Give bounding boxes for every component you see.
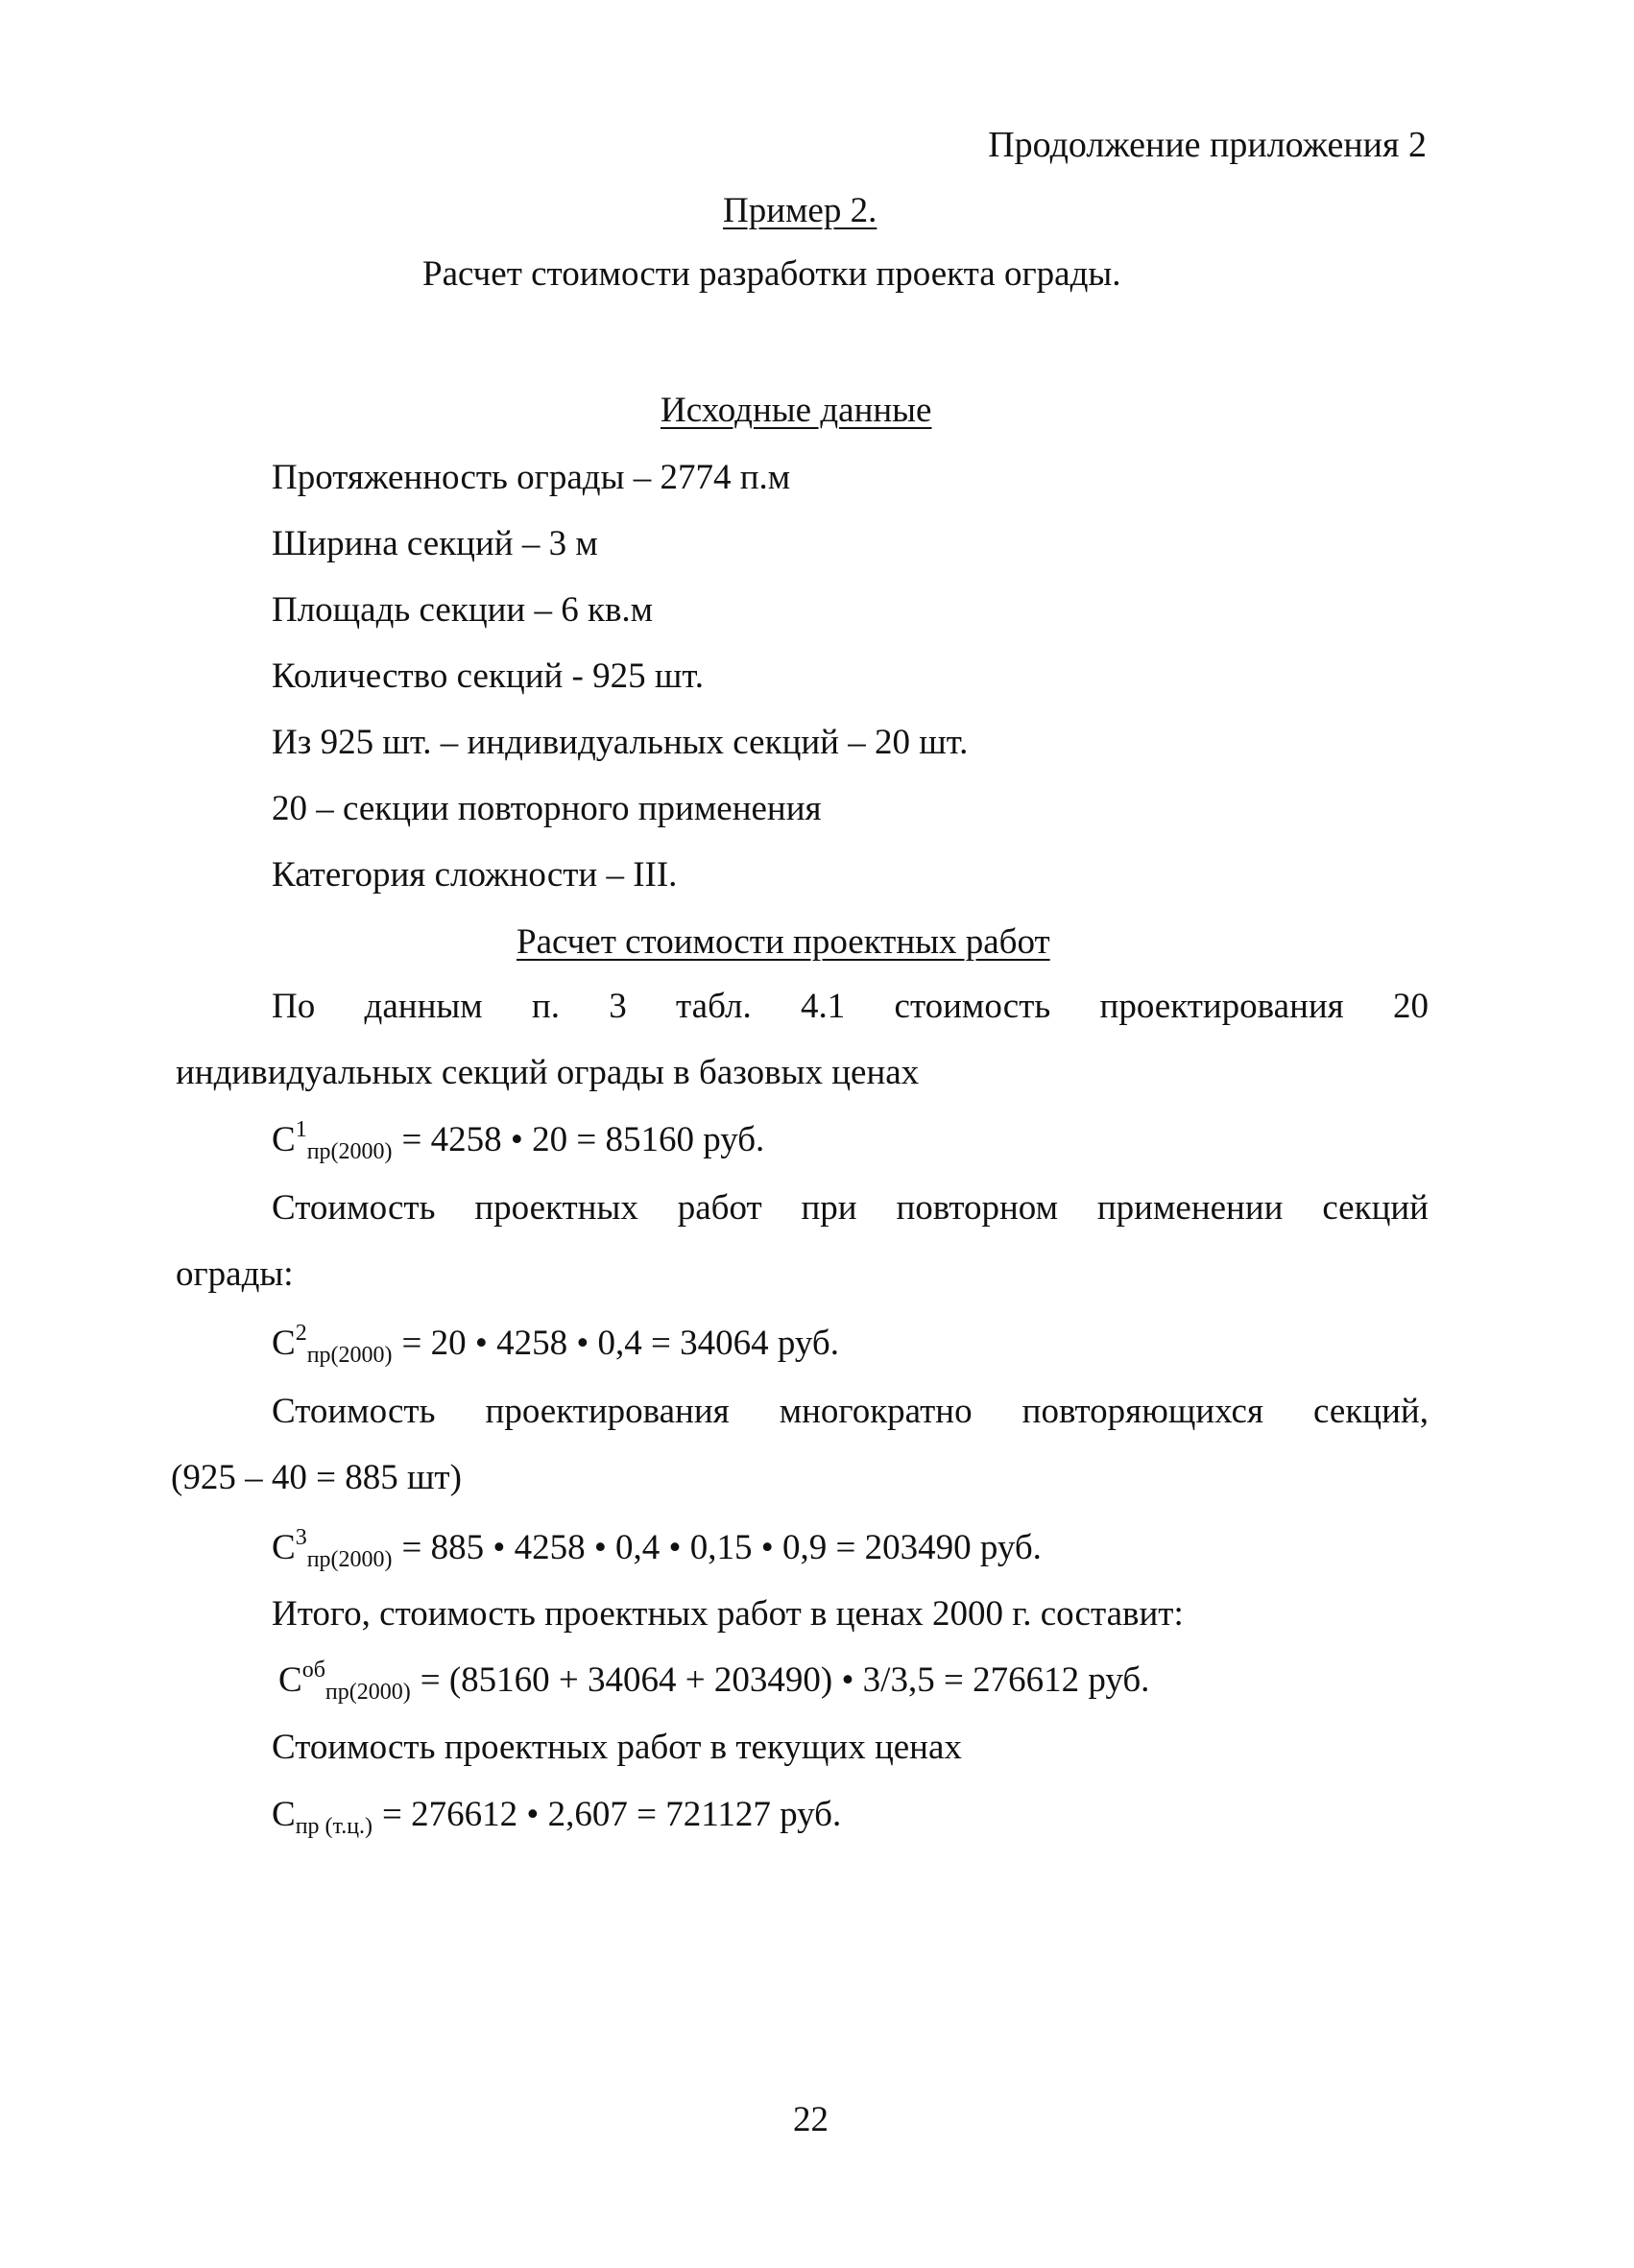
example-title: Пример 2. bbox=[723, 191, 877, 230]
formula-c1: $С^1_{пр(2000)} = 4258$ • 20 = 85160 руб. bbox=[272, 1117, 765, 1164]
formula-c-total-superscript: об bbox=[301, 1658, 325, 1683]
word: работ bbox=[677, 1188, 762, 1228]
word: данным bbox=[364, 987, 483, 1026]
paragraph-2-first-line bbox=[272, 1186, 1429, 1230]
paragraph-2-continuation: ограды: bbox=[176, 1254, 294, 1294]
formula-c3: $С^3_{пр(2000)} = 885$ • 4258 • 0,4 • 0,15 • 0,9 = 203490 руб. bbox=[272, 1525, 1042, 1572]
word: секций bbox=[1322, 1188, 1429, 1228]
word: повторном bbox=[896, 1188, 1059, 1228]
complexity-category-line: Категория сложности – III. bbox=[272, 855, 678, 895]
paragraph-1-first-line bbox=[272, 985, 1429, 1029]
formula-c1-expression: = 4258 • 20 = 85160 руб. bbox=[401, 1120, 765, 1159]
formula-c2: $С^2_{пр(2000)} = 20$ • 4258 • 0,4 = 34064 руб. bbox=[272, 1321, 840, 1368]
word: п. bbox=[531, 987, 560, 1026]
word: при bbox=[801, 1188, 857, 1228]
word: стоимость bbox=[894, 987, 1051, 1026]
section-width-line: Ширина секций – 3 м bbox=[272, 524, 598, 563]
formula-c-current-subscript: пр (т.ц.) bbox=[295, 1814, 373, 1839]
formula-c-total-subscript: пр(2000) bbox=[324, 1680, 411, 1705]
formula-c3-superscript: 3 bbox=[295, 1525, 307, 1550]
word: 20 bbox=[1392, 987, 1429, 1026]
word: По bbox=[272, 987, 316, 1026]
word: Стоимость bbox=[272, 1392, 436, 1431]
section-area-line: Площадь секции – 6 кв.м bbox=[272, 590, 654, 630]
calculation-heading: Расчет стоимости проектных работ bbox=[517, 922, 1050, 962]
word: табл. bbox=[676, 987, 752, 1026]
formula-c-total: $С^{об}_{пр(2000)} = (85160 + 34064 + 203490)$ • 3/3,5 = 276612 руб. bbox=[278, 1658, 1150, 1705]
word: проектных bbox=[474, 1188, 638, 1228]
fence-length-line: Протяженность ограды – 2774 п.м bbox=[272, 458, 791, 497]
formula-c2-subscript: пр(2000) bbox=[306, 1343, 393, 1368]
total-paragraph: Итого, стоимость проектных работ в ценах 2000 г. составит: bbox=[272, 1594, 1184, 1634]
word: многократно bbox=[779, 1392, 973, 1431]
formula-c-total-expression: = (85160 + 34064 + 203490) • 3/3,5 = 276612 руб. bbox=[420, 1660, 1150, 1700]
word: 4.1 bbox=[801, 987, 846, 1026]
word: 3 bbox=[609, 987, 627, 1026]
section-count-line: Количество секций - 925 шт. bbox=[272, 657, 704, 696]
reuse-sections-line: 20 – секции повторного применения bbox=[272, 789, 822, 828]
word: проектирования bbox=[1099, 987, 1344, 1026]
word: проектирования bbox=[485, 1392, 730, 1431]
formula-c3-subscript: пр(2000) bbox=[306, 1547, 393, 1572]
current-prices-paragraph: Стоимость проектных работ в текущих ценах bbox=[272, 1728, 962, 1767]
word: секций, bbox=[1313, 1392, 1429, 1431]
formula-c3-expression: = 885 • 4258 • 0,4 • 0,15 • 0,9 = 203490 руб. bbox=[401, 1528, 1042, 1567]
paragraph-3-first-line bbox=[272, 1390, 1429, 1434]
individual-sections-line: Из 925 шт. – индивидуальных секций – 20 шт. bbox=[272, 723, 969, 762]
word: применении bbox=[1096, 1188, 1284, 1228]
initial-data-heading: Исходные данные bbox=[661, 391, 932, 430]
formula-c-current-expression: = 276612 • 2,607 = 721127 руб. bbox=[382, 1795, 842, 1834]
formula-c2-superscript: 2 bbox=[295, 1321, 307, 1346]
formula-c-current: $С_{пр (т.ц.)} = 276612$ • 2,607 = 721127 руб. bbox=[272, 1795, 842, 1839]
paragraph-1-continuation: индивидуальных секций ограды в базовых ценах bbox=[176, 1053, 920, 1092]
word: повторяющихся bbox=[1021, 1392, 1263, 1431]
formula-c1-subscript: пр(2000) bbox=[306, 1139, 393, 1164]
word: Стоимость bbox=[272, 1188, 436, 1228]
document-title: Расчет стоимости разработки проекта ограды. bbox=[422, 254, 1121, 294]
formula-c1-superscript: 1 bbox=[295, 1117, 307, 1142]
paragraph-3-continuation: (925 – 40 = 885 шт) bbox=[171, 1458, 462, 1497]
formula-c2-expression: = 20 • 4258 • 0,4 = 34064 руб. bbox=[401, 1324, 840, 1363]
continuation-label: Продолжение приложения 2 bbox=[988, 125, 1427, 165]
page-number: 22 bbox=[793, 2100, 829, 2139]
